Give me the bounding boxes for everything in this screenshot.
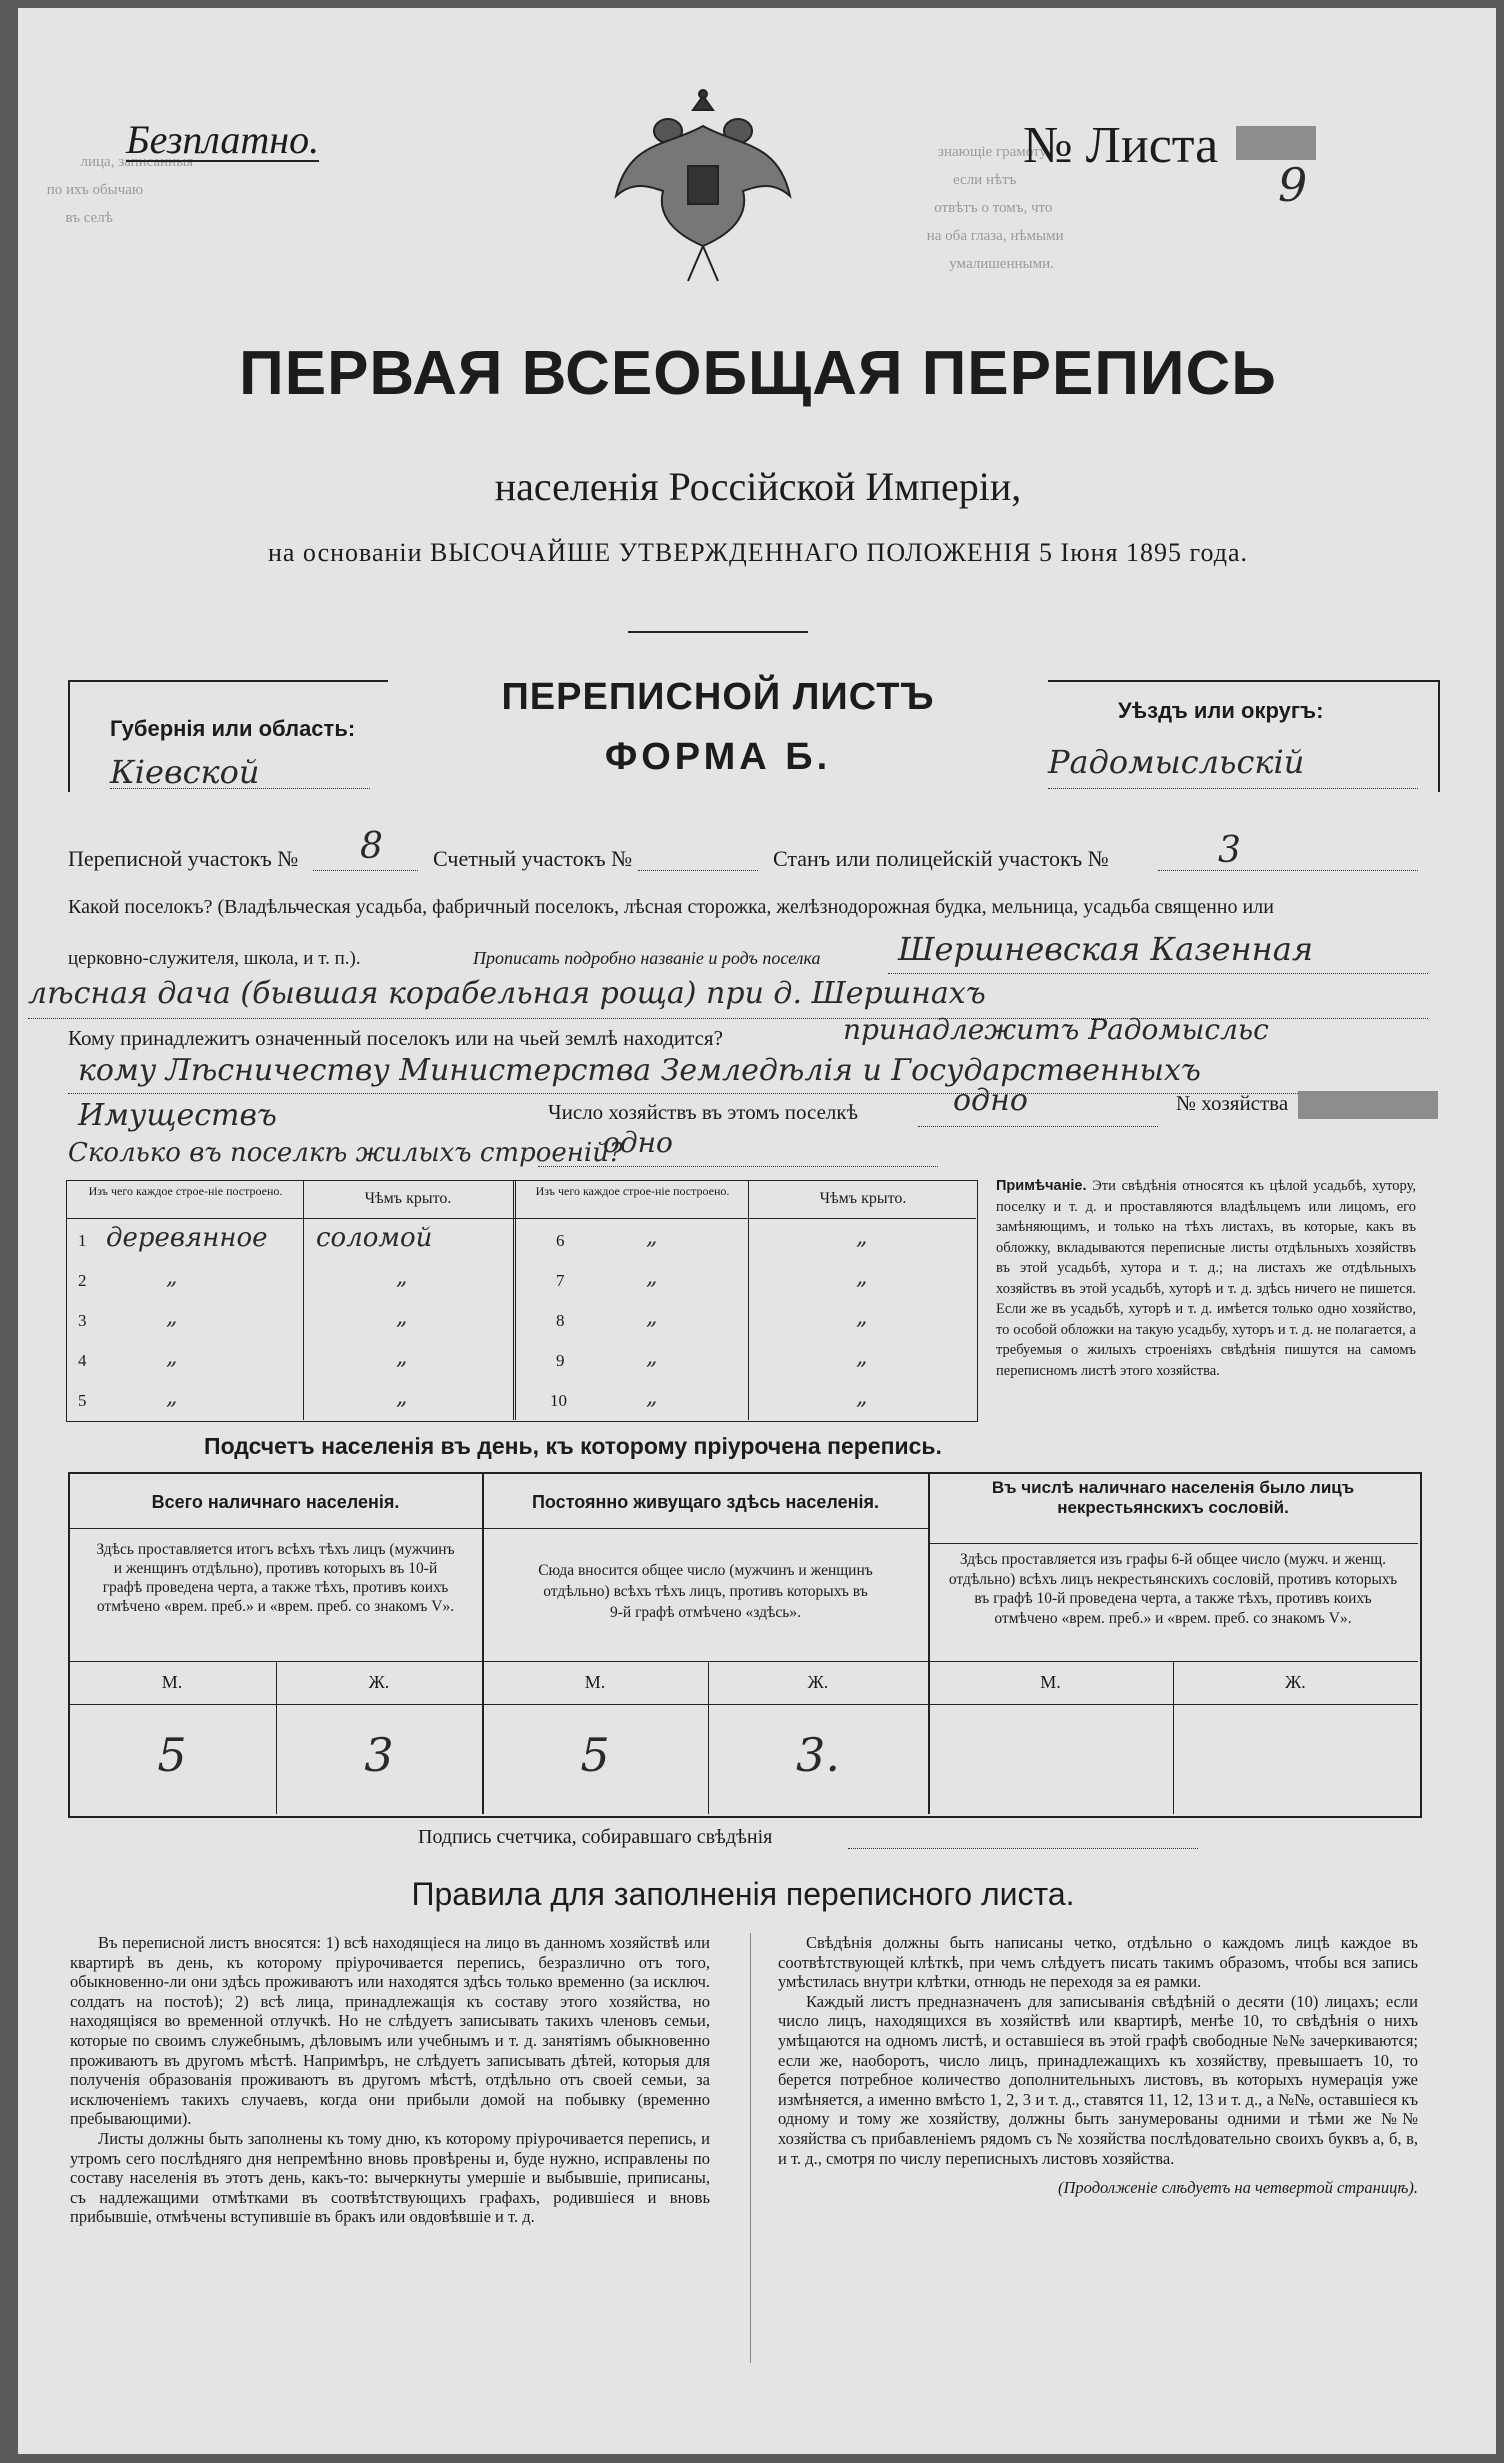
buildings-line	[538, 1166, 938, 1167]
province-value: Кіевской	[110, 753, 260, 791]
row-material: деревянное	[106, 1223, 268, 1253]
divider	[628, 631, 808, 633]
count-area-label: Счетный участокъ №	[433, 846, 633, 871]
form-name: ФОРМА Б.	[604, 736, 832, 778]
province-label: Губернія или область:	[110, 716, 356, 741]
col-material-header-right: Изъ чего каждое строе-ніе построено.	[535, 1184, 730, 1198]
row-roof: соломой	[316, 1223, 433, 1253]
permanent-f-header: Ж.	[807, 1672, 829, 1692]
buildings-rows-left	[66, 1223, 513, 1423]
settlement-line-1	[888, 973, 1428, 974]
rules-title: Правила для заполненія переписного листа.	[411, 1876, 1075, 1912]
row-number: 7	[556, 1271, 565, 1290]
owner-value-1: принадлежитъ Радомысльс	[843, 1013, 1269, 1046]
row-number: 6	[556, 1231, 565, 1250]
ditto-mark: „	[856, 1345, 868, 1370]
present-f-value: 3	[364, 1728, 394, 1782]
sheet-number-box	[1236, 126, 1316, 160]
district-value: Радомысльскій	[1048, 743, 1305, 781]
row-divider	[68, 1704, 1418, 1705]
sheet-number-value: 9	[1278, 158, 1308, 212]
ditto-mark: „	[856, 1385, 868, 1410]
population-heading: Подсчетъ населенія въ день, къ которому пріурочена перепись.	[204, 1433, 942, 1459]
settlement-instruction: Прописать подробно названіе и родъ поселка	[473, 948, 821, 968]
bleed-through-text-left: лица, записанныя по ихъ обычаю въ селѣ	[46, 154, 194, 226]
table-row	[66, 1343, 513, 1383]
row-number: 9	[556, 1351, 565, 1370]
nonpeasant-title: Въ числѣ наличнаго населенія было лицъ некрестьянскихъ сословій.	[991, 1478, 1355, 1517]
ditto-mark: „	[646, 1385, 658, 1410]
nonpeasant-m-header: М.	[1040, 1672, 1061, 1692]
rules-left-column	[70, 1933, 710, 2227]
settlement-question: Какой поселокъ? (Владѣльческая усадьба, фабричный поселокъ, лѣсная сторожка, желѣзнодорожная будка, мельница, усадьба священно или	[68, 896, 1274, 918]
present-title: Всего наличнаго населенія.	[151, 1492, 400, 1512]
rules-divider	[750, 1933, 751, 2363]
households-value: одно	[953, 1083, 1028, 1118]
ditto-mark: „	[396, 1305, 408, 1330]
police-area-label: Станъ или полицейскій участокъ №	[773, 846, 1109, 871]
note-title: Примѣчаніе.	[996, 1178, 1087, 1194]
ditto-mark: „	[856, 1305, 868, 1330]
ditto-mark: „	[646, 1265, 658, 1290]
settlement-value-2: лѣсная дача (бывшая корабельная роща) при д. Шершнахъ	[28, 976, 986, 1011]
owner-value-2: кому Лѣсничеству Министерства Земледѣлія и Государственныхъ	[78, 1053, 1201, 1088]
police-area-value: 3	[1218, 830, 1241, 871]
table-row	[516, 1223, 976, 1263]
note-text: Эти свѣдѣнія относятся къ цѣлой усадьбѣ, хутору, поселку и т. д. и проставляются владѣльцемъ или лицомъ, его замѣняющимъ, и только на тѣхъ листахъ, въ которые, какъ въ обложку, вкладываются переписные листы отдѣльныхъ хозяйствъ въ этой усадьбѣ, хутора и т. д.; на листахъ же отдѣльныхъ хозяйствъ въ этой усадьбѣ, хуторѣ и т. д. здѣсь ничего не пишется. Если же въ усадьбѣ, хуторѣ и т. д. имѣется только одно хозяйство, то особой обложки на такую усадьбу, хуторъ и т. д. не полагается, а требуемыя о жилыхъ строеніяхъ свѣдѣнія пишутся на самомъ переписномъ листѣ этого хозяйства.	[996, 1178, 1417, 1379]
owner-question: Кому принадлежитъ означенный поселокъ или на чьей землѣ находится?	[68, 1026, 723, 1050]
table-row	[516, 1343, 976, 1383]
page-subtitle: населенія Россійской Имперіи,	[494, 464, 1022, 509]
ditto-mark: „	[166, 1305, 178, 1330]
rules-right-column	[778, 1933, 1418, 2198]
row-number: 10	[550, 1391, 567, 1410]
rules-right-p1: Свѣдѣнія должны быть написаны четко, отдѣльно о каждомъ лицѣ каждое въ соотвѣтствующей клѣткѣ, при чемъ слѣдуетъ писать такимъ образомъ, чтобы вся запись умѣстилась внутри клѣтки, отнюдь не переходя за ея рамки.	[778, 1933, 1418, 1992]
sheet-number-label: № Листа	[1023, 117, 1219, 174]
page-title: ПЕРВАЯ ВСЕОБЩАЯ ПЕРЕПИСЬ	[239, 339, 1277, 408]
rules-left-p2: Листы должны быть заполнены къ тому дню, къ которому пріурочивается перепись, и утромъ сего послѣдняго дня непремѣнно вновь провѣрены и, буде нужно, исправлены по составу населенія въ этотъ день, какъ-то: вычеркнуты умершіе и выбывшіе, приписаны, съ надлежащими отмѣтками въ соотвѣтствующихъ графахъ, родившіеся и вновь прибывшіе, отмѣчены вступившіе въ бракъ или овдовѣвшіе и т. д.	[70, 2128, 710, 2227]
row-divider	[68, 1661, 1418, 1662]
sheet-title: ПЕРЕПИСНОЙ ЛИСТЪ	[501, 676, 935, 718]
households-label: Число хозяйствъ въ этомъ поселкѣ	[548, 1100, 858, 1124]
ditto-mark: „	[166, 1385, 178, 1410]
row-divider	[68, 1528, 928, 1529]
table-row	[516, 1303, 976, 1343]
household-no-label: № хозяйства	[1176, 1091, 1289, 1115]
count-area-line	[638, 870, 758, 871]
nonpeasant-desc: Здѣсь проставляется изъ графы 6-й общее число (мужч. и женщ. отдѣльно) всѣхъ лицъ некрестьянскихъ сословій, противъ которыхъ въ графѣ 10-й проведена черта, а также тѣхъ, противъ коихъ отмѣчено «врем. преб.» и «врем. преб. со знакомъ V».	[948, 1551, 1398, 1627]
col-divider	[928, 1472, 930, 1814]
col-roof-header-right: Чѣмъ крыто.	[819, 1190, 907, 1207]
households-line	[918, 1126, 1158, 1127]
ditto-mark: „	[396, 1345, 408, 1370]
row-number: 1	[78, 1231, 87, 1250]
rules-continued: (Продолженіе слѣдуетъ на четвертой страницѣ).	[1058, 2178, 1418, 2198]
row-number: 8	[556, 1311, 565, 1330]
present-m-value: 5	[157, 1728, 187, 1782]
census-area-line	[313, 870, 418, 871]
police-area-line	[1158, 870, 1418, 871]
permanent-m-header: М.	[584, 1672, 606, 1692]
table-row	[516, 1383, 976, 1423]
household-no-box	[1298, 1091, 1438, 1119]
ditto-mark: „	[646, 1305, 658, 1330]
legal-basis: на основаніи ВЫСОЧАЙШЕ УТВЕРЖДЕННАГО ПОЛОЖЕНІЯ 5 Іюня 1895 года.	[267, 538, 1249, 567]
free-label: Безплатно.	[126, 117, 320, 162]
ditto-mark: „	[166, 1345, 178, 1370]
ditto-mark: „	[166, 1265, 178, 1290]
row-number: 5	[78, 1391, 87, 1410]
buildings-rows-right	[516, 1223, 976, 1423]
present-desc: Здѣсь проставляется итогъ всѣхъ тѣхъ лицъ (мужчинъ и женщинъ отдѣльно), противъ которыхъ въ 10-й графѣ проведена черта, а также тѣхъ, противъ коихъ отмѣчено «врем. преб.» и «врем. преб. со знакомъ V».	[96, 1541, 455, 1615]
rules-right-p2: Каждый листъ предназначенъ для записыванія свѣдѣній о десяти (10) лицахъ; если число лицъ, находящихся въ хозяйствѣ или квартирѣ, менѣе 10, то свѣдѣнія о нихъ умѣщаются на одномъ листѣ, и оставшіеся въ этой графѣ свободные №№ зачеркиваются; если же, наоборотъ, число лицъ, принадлежащихъ къ хозяйству, превышаетъ 10, то берется потребное количество дополнительныхъ листовъ, въ которыхъ нумерація уже измѣняется, а именно вмѣсто 1, 2, 3 и т. д., ставятся 11, 12, 13 и т. д., а №№, оставшіеся къ одному и тому же хозяйству, должны быть занумерованы одними и тѣми же №№ хозяйства съ прибавленіемъ рядомъ съ № хозяйства послѣдовательно своихъ буквъ а, б, в, и т. д., смотря по числу переписныхъ листовъ хозяйства.	[778, 1991, 1418, 2168]
header-divider	[66, 1218, 976, 1219]
owner-value-3: Имуществъ	[78, 1098, 277, 1133]
ditto-mark: „	[396, 1385, 408, 1410]
ditto-mark: „	[396, 1265, 408, 1290]
ditto-mark: „	[646, 1225, 658, 1250]
col-roof-header-left: Чѣмъ крыто.	[364, 1190, 452, 1207]
permanent-f-value: 3.	[796, 1728, 840, 1782]
table-row	[66, 1223, 513, 1263]
nonpeasant-f-header: Ж.	[1285, 1672, 1306, 1692]
double-headed-eagle-emblem	[608, 86, 798, 286]
permanent-m-value: 5	[580, 1728, 610, 1782]
province-line	[110, 788, 370, 789]
note-block	[996, 1176, 1416, 1381]
rules-left-p1: Въ переписной листъ вносятся: 1) всѣ находящіеся на лицо въ данномъ хозяйствѣ или квартирѣ въ день, къ которому пріурочивается перепись, безразлично отъ того, обыкновенно-ли они здѣсь проживаютъ или находятся здѣсь только временно (за исключ. солдатъ на постоѣ); 2) всѣ лица, принадлежащія къ составу этого хозяйства, но находящіяся во временной отлучкѣ. Но не слѣдуетъ записывать такихъ членовъ семьи, которые по своимъ служебнымъ, дѣловымъ или учебнымъ и т. д. занятіямъ обыкновенно проживаютъ въ другомъ мѣстѣ. Напримѣръ, не слѣдуетъ записывать дѣтей, которыя для полученія образованія проживаютъ въ другомъ мѣстѣ, отдѣльно отъ своей семьи, за исключеніемъ такихъ случаевъ, когда они прибыли домой на побывку (временно пребывающими).	[70, 1933, 710, 2129]
census-area-value: 8	[360, 826, 383, 867]
district-line	[1048, 788, 1418, 789]
buildings-value: одно	[603, 1126, 673, 1159]
district-label: Уѣздъ или округъ:	[1118, 698, 1324, 723]
signature-line	[848, 1848, 1198, 1849]
table-row	[66, 1303, 513, 1343]
census-sheet	[18, 8, 1496, 2454]
ditto-mark: „	[856, 1225, 868, 1250]
row-number: 2	[78, 1271, 87, 1290]
present-m-header: М.	[161, 1672, 183, 1692]
permanent-desc: Сюда вносится общее число (мужчинъ и женщинъ отдѣльно) всѣхъ тѣхъ лицъ, противъ которыхъ въ 9-й графѣ отмѣчено «здѣсь».	[538, 1562, 873, 1621]
signature-label: Подпись счетчика, собиравшаго свѣдѣнія	[418, 1826, 773, 1848]
census-area-label: Переписной участокъ №	[68, 846, 299, 871]
row-divider	[928, 1543, 1418, 1544]
ditto-mark: „	[646, 1345, 658, 1370]
permanent-title: Постоянно живущаго здѣсь населенія.	[531, 1492, 879, 1512]
table-row	[66, 1383, 513, 1423]
bleed-through-text-right: знающіе грамоту если нѣтъ отвѣтъ о томъ, что на оба глаза, нѣмыми умалишенными.	[926, 144, 1064, 272]
col-material-header-left: Изъ чего каждое строе-ніе построено.	[88, 1184, 283, 1198]
present-f-header: Ж.	[368, 1672, 390, 1692]
row-number: 4	[78, 1351, 87, 1370]
buildings-label: Сколько въ поселкѣ жилыхъ строеній?	[68, 1138, 623, 1168]
ditto-mark: „	[856, 1265, 868, 1290]
settlement-value-1: Шершневская Казенная	[898, 930, 1314, 968]
row-number: 3	[78, 1311, 87, 1330]
table-row	[66, 1263, 513, 1303]
settlement-question-cont: церковно-служителя, школа, и т. п.).	[68, 948, 361, 969]
table-row	[516, 1263, 976, 1303]
